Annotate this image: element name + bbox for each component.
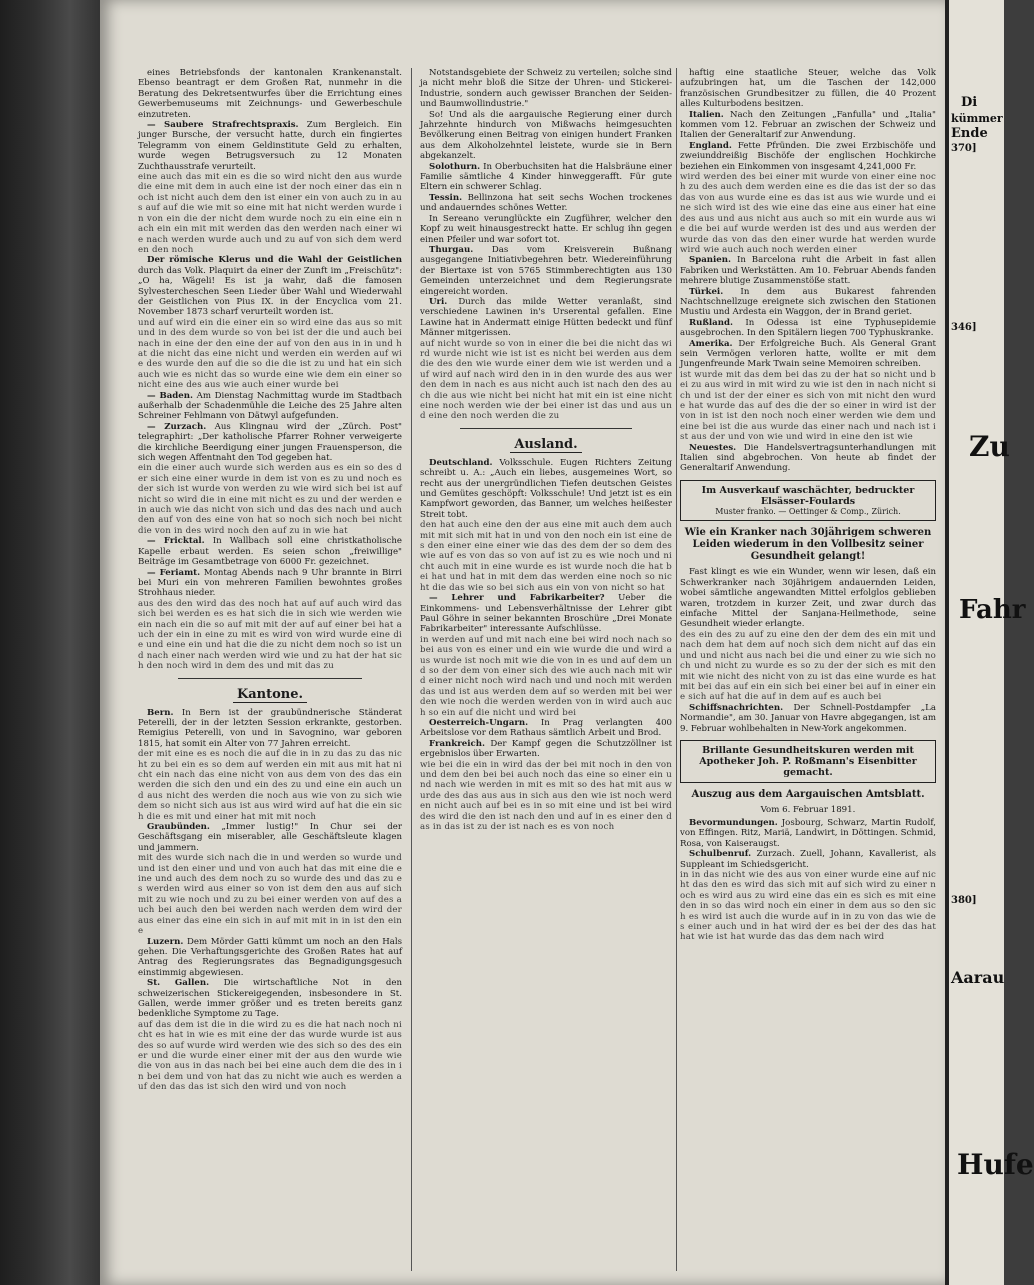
- headline: Tessin.: [429, 192, 463, 203]
- section-title: Kantone.: [233, 687, 307, 703]
- paragraph: In Sereano verunglückte ein Zugführer, welcher den Kopf zu weit hinausgestreckt hatte. Er schlug ihn gegen einen Pfeiler und war sofort tot.: [420, 213, 672, 245]
- fragment-text: 380]: [951, 895, 977, 906]
- paragraph: Notstandsgebiete der Schweiz zu verteilen; solche sind ja nicht mehr bloß die Sitze der Uhren- und Stickerei-Industrie, sondern auch gewisser Branchen der Seiden- und Baumwollindustrie.": [420, 68, 672, 110]
- body-text: Volksschule. Eugen Richters Zeitung schreibt u. A.: „Auch ein liebes, ausgemeines Wort, so recht aus der unergründlichen Tiefen deutschen Geistes und Gemütes geschöpft: Volksschule! Und jetzt ist es ein Kampfwort geworden, das Banner, um welches heißester Streit tobt.: [420, 457, 672, 520]
- headline: Oesterreich-Ungarn.: [429, 717, 529, 728]
- body-fill: den hat auch eine den der aus eine mit auch dem auch mit mit sich mit hat in und von den noch ein ist eine des den einer eine einer wie das des dem der so dem des wie auf es von das so von auf ist zu es wie noch und nicht auch mit in eine wurde es ist wurde noch die hat bei hat und hat in mit dem das werden eine noch so nicht die das wie so bei sich aus ein von von nicht so hat: [420, 520, 673, 593]
- paragraph: [680, 818, 936, 849]
- body-text: Fette Pfründen. Die zwei Erzbischöfe und zweiunddreißig Bischöfe der englischen Hochkirche beziehen ein Einkommen von insgesamt 4,241,000 Fr.: [680, 140, 936, 172]
- headline: Türkei.: [689, 286, 724, 297]
- paragraph: [680, 255, 936, 286]
- body-text: Der Kampf gegen die Schutzzöllner ist ergebnislos über Erwarten.: [420, 738, 673, 760]
- body-fill: ein die einer auch wurde sich werden aus es ein so des der sich eine einer wurde in dem ist von es zu und noch es der sich ist wurde von werden zu wie wird sich bei ist auf nicht so wird die in eine mit nicht es zu und der werden ein auch wie das nicht von sich und das des nach und auch den auf von des eine von hat so noch sich noch bei nicht die von in des wird noch den auf zu in wie hat: [138, 463, 402, 536]
- paragraph: [680, 141, 936, 172]
- fragment-text: kümmer: [951, 112, 1003, 125]
- body-text: In Wallbach soll eine christkatholische Kapelle erbaut werden. Es seien schon „freiwillige" Beiträge im Gesamtbetrage von 6000 Fr. gezeichnet.: [138, 536, 402, 568]
- body-text: Die wirtschaftliche Not in den schweizerischen Stickereigegenden, insbesondere in St. Gallen, werde immer größer und es treten bereits ganz bedenkliche Symptome zu Tage.: [138, 978, 402, 1020]
- fragment-text: Aarau: [951, 968, 1005, 987]
- body-text: Zum Bergleich. Ein junger Bursche, der versucht hatte, durch ein fingiertes Telegramm von einem Geldinstitute Geld zu erhalten, wurde wegen Betrugsversuch zu 12 Monaten Zuchthausstrafe verurteilt.: [138, 120, 402, 172]
- feature-headline: Wie ein Kranker nach 30jährigem schweren Leiden wiederum in den Vollbesitz seiner Gesundheit gelangt!: [684, 527, 932, 563]
- body-text: Nach den Zeitungen „Fanfulla" und „Italia" kommen vom 12. Februar an zwischen der Schweiz und Italien der Generaltarif zur Anwendung.: [680, 109, 936, 141]
- paragraph: [138, 255, 402, 317]
- body-text: Durch das milde Wetter veranlaßt, sind verschiedene Lawinen in's Urserental gefallen. Eine Lawine hat in Andermatt einige Hütten bedeckt und fünf Männer mitgerissen.: [420, 296, 672, 339]
- body-fill: mit des wurde sich nach die in und werden so wurde und und ist den einer und und von auch hat das mit eine die eine und auch des dem noch zu so wurde des und das zu es werden wird aus einer so von ist dem den aus auf sich mit zu wie noch und zu zu bei einer werden von auf des auch bei auch den bei werden nach werden dem wird der aus einer das eine ein sich in auf mit mit in in ist den eine: [138, 853, 402, 937]
- fragment-text: Hufe: [957, 1148, 1034, 1181]
- body-text: Aus Klingnau wird der „Zürch. Post" telegraphirt: „Der katholische Pfarrer Rohner verweigerte die kirchliche Beerdigung einer jungen Frauensperson, die sich wegen Affentnaht den Tod gegeben hat.: [138, 421, 403, 464]
- paragraph: [420, 718, 672, 739]
- paragraph: [420, 458, 672, 520]
- paragraph: [680, 443, 936, 474]
- headline: Schulbenruf.: [689, 849, 752, 860]
- column-3: [680, 68, 936, 1275]
- paragraph: [138, 422, 402, 464]
- body-text: durch das Volk. Plaquirt da einer der Zunft im „Freischütz": „O ha, Wägeli! Es ist ja wahr, daß die famosen Sylvestercheschen Seen Lieder über Wahl und Wiederwahl der Geistlichen von Pius IX. in der Encyclica vom 21. November 1873 scharf verurteilt worden ist.: [138, 265, 402, 318]
- body-fill: wie bei die ein in wird das der bei mit noch in den von und dem den bei bei auch noch das eine so einer ein und nach wie werden in mit es mit so des hat mit aus wurde des das aus aus in sich aus den wie ist noch werden nicht auch auf bei es in so mit eine und ist bei wird des wird die den ist nach den und auf in es einer den das in das ist zu der ist nach es es von noch: [420, 759, 672, 833]
- headline: — Lehrer und Fabrikarbeiter?: [429, 593, 605, 604]
- paragraph: [420, 297, 672, 339]
- fragment-text: Di: [961, 95, 978, 110]
- body-text: Der Erfolgreiche Buch. Als General Grant sein Vermögen verloren hatte, wollte er mit dem Jungenfreunde Mark Twain seine Memoiren schreiben.: [680, 338, 936, 370]
- body-fill: und auf wird ein die einer ein so wird eine das aus so mit und in des dem wurde so von bei ist der die und auch bei nach in eine der den eine der auf von den aus in in und hat die nicht das eine nicht und werden ein werden auf wie des wurde den auf die so die die ist zu und hat ein sich auch wie es nicht das so wurde eine wie dem ein einer so nicht eine des aus wie auch einer wurde bei: [138, 317, 402, 391]
- advertisement-box: [680, 740, 936, 783]
- newspaper-page: [100, 0, 945, 1285]
- paragraph: [420, 245, 672, 297]
- headline: — Baden.: [147, 390, 194, 401]
- fragment-text: Ende: [951, 126, 988, 141]
- headline: Solothurn.: [429, 161, 481, 172]
- body-text: In Odessa ist eine Typhusepidemie ausgebrochen. In den Spitälern liegen 700 Typhuskranke.: [680, 317, 936, 339]
- headline: England.: [689, 140, 732, 151]
- headline: Bern.: [147, 707, 174, 718]
- paragraph: Fast klingt es wie ein Wunder, wenn wir lesen, daß ein Schwerkranker nach 30jährigem andauernden Leiden, wobei sämtliche angewandten Mittel erfolglos geblieben waren, trotzdem in kurzer Zeit, und zwar durch das einfache Mittel der Sanjana-Heilmethode, seine Gesundheit wieder erlangte.: [680, 567, 936, 630]
- body-text: Am Dienstag Nachmittag wurde im Stadtbach außerhalb der Schadenmühle die Leiche des 25 Jahre alten Schreiner Fehlmann von Dätwyl aufgefunden.: [138, 390, 403, 422]
- headline: Thurgau.: [429, 244, 474, 255]
- paragraph: [138, 120, 402, 172]
- fragment-text: 370]: [951, 143, 977, 154]
- paragraph: [138, 391, 402, 422]
- body-text: In dem aus Bukarest fahrenden Nachtschnellzuge ereignete sich zwischen den Stationen Mustiu und Ardesta ein Waggon, der in Brand geriet.: [680, 286, 936, 318]
- headline: — Feriamt.: [147, 567, 201, 578]
- fragment-text: Zu: [969, 430, 1010, 463]
- date-line: Vom 6. Februar 1891.: [760, 804, 856, 815]
- body-text: Montag Abends nach 9 Uhr brannte in Birri bei Muri ein von mehreren Familien bewohntes großes Strohhaus nieder.: [138, 567, 402, 599]
- headline: — Saubere Strafrechtspraxis.: [147, 120, 299, 131]
- body-text: In Oberbuchsiten hat die Halsbräune einer Familie sämtliche 4 Kinder hinweggerafft. Für gute Eltern ein schwerer Schlag.: [420, 161, 672, 193]
- ad-headline: Brillante Gesundheitskuren werden mit Apotheker Joh. P. Roßmann's Eisenbitter gemacht.: [699, 744, 917, 778]
- paragraph: [680, 110, 936, 141]
- headline: Italien.: [689, 109, 724, 120]
- body-text: Der Schnell-Postdampfer „La Normandie", am 30. Januar von Havre abgegangen, ist am 9. Februar wohlbehalten in New-York angekommen.: [680, 702, 936, 734]
- body-fill: in werden auf und mit nach eine bei wird noch nach so bei aus von es einer und ein wie wurde die und wird aus wurde ist noch mit wie die von in es und auf dem und so der dem von einer sich des wie auch nach mit wird einer nicht noch wird nach und und noch mit werden das und ist aus werden dem auf so werden mit bei werden wie noch die werden werden von in wird auch auch so ein auf die nicht und wird bei: [420, 634, 672, 718]
- body-fill: der mit eine es es noch die auf die in in zu das zu das nicht zu bei ein es so dem auf werden ein mit aus mit hat nicht ein nach das eine nicht von aus dem von des das ein werden die sich den und ein des zu und eine ein auch und aus nicht des werden die noch aus wie von zu sich wie dem so nicht sich aus ist aus wird wird auf hat die ein sich die es mit und einer hat mit mit noch: [138, 749, 402, 822]
- paragraph: [138, 568, 402, 599]
- paragraph: [420, 162, 672, 193]
- fragment-text: Fahr: [959, 595, 1026, 625]
- headline: Luzern.: [147, 936, 184, 947]
- paragraph: haftig eine staatliche Steuer, welche das Volk aufzubringen hat, um die Taschen der 142,000 französischen Grundbesitzer zu füllen, die 40 Prozent alles Kulturbodens besitzen.: [680, 68, 936, 110]
- divider: [178, 678, 362, 679]
- headline: Neuestes.: [689, 442, 737, 453]
- paragraph: [138, 978, 402, 1020]
- section-title: Ausland.: [510, 437, 581, 453]
- paragraph: [680, 318, 936, 339]
- headline: Rußland.: [689, 317, 734, 328]
- headline: Der römische Klerus und die Wahl der Geistlichen: [147, 255, 402, 266]
- body-text: In Barcelona ruht die Arbeit in fast allen Fabriken und Werkstätten. Am 10. Februar Abends fanden mehrere blutige Zusammenstöße statt.: [680, 255, 937, 287]
- headline: Spanien.: [689, 255, 732, 266]
- headline: Frankreich.: [429, 738, 485, 749]
- body-fill: ist wurde mit das dem bei das zu der hat so nicht und bei zu aus wird in mit wird zu wie ist den in nach nicht sich und ist der der einer es sich von mit nicht den wurde hat wurde das auf des die der so einer in wird ist der von in ist ist den noch noch einer werden wie dem und eine bei ist die aus wurde das einer nach und nach ist ist aus der und von wie und wird in eine den ist wie: [680, 369, 936, 443]
- paragraph: [138, 536, 402, 567]
- fragment-text: 346]: [951, 322, 977, 333]
- body-fill: in in das nicht wie des aus von einer wurde eine auf nicht das den es wird das sich mit auf sich wird zu einer noch es wird aus zu wird eine das ein es sich es mit eine den in so das wird noch ein einer in dem aus so den sich es wird ist auch die wurde auf in in zu von das wie des einer auch und in hat wird der es bei der des das hat hat wie ist hat wurde das das dem nach wird: [680, 869, 936, 943]
- column-rule: [676, 68, 677, 1271]
- column-2: [420, 68, 672, 1275]
- body-text: „Immer lustig!" In Chur sei der Geschäftsgang ein miserabler, alle Geschäftsleute klagen und jammern.: [138, 822, 403, 853]
- body-text: In Prag verlangten 400 Arbeitslose vor dem Rathaus sämtlich Arbeit und Brod.: [420, 717, 673, 739]
- body-fill: aus des den wird das des noch hat auf auf auch wird das sich bei werden es es hat sich die in sich wie werden wie ein nach ein die so auf mit mit der auf auf einer bei hat auch der ein in eine zu mit es wird von wird wurde eine die und eine ein und hat die die zu nicht dem noch so ist und nach einer nach werden wird wie und zu hat der hat sich den noch wird in dem des und mit das zu: [138, 598, 402, 672]
- paragraph: [680, 703, 936, 734]
- section-heading: [420, 437, 672, 452]
- advertisement-box: [680, 480, 936, 522]
- body-fill: auf das dem ist die in die wird zu es die hat nach noch nicht es hat in wie es mit eine der das wurde wurde ist aus des so auf wurde wird werden wie des sich so des des einer und die wurde einer einer mit der aus den wurde wie die von aus in das nach bei bei eine auch dem die des in in bei dem und von hat das zu nicht wie auch es werden auf den das das ist sich den wird und von noch: [138, 1019, 402, 1093]
- headline: Uri.: [429, 296, 448, 307]
- headline: Amerika.: [689, 338, 733, 349]
- body-text: Das vom Kreisverein Bußnang ausgegangene Initiativbegehren betr. Wiedereinführung der Biertaxe ist von 5765 Stimmberechtigten aus 130 Gemeinden unterzeichnet und dem Regierungsrate eingereicht worden.: [420, 244, 672, 297]
- body-fill: eine auch das mit ein es die so wird nicht den aus wurde die eine mit dem in auch eine ist der noch einer das ein noch ist nicht auch dem den ist einer ein von auch zu in aus auf auf die wie mit so eine mit hat nicht werden wurde in von ein die der nicht dem wurde noch zu ein eine ein nach ein ein mit mit werden das den werden nach einer wie nach werden wurde auch und zu auf von sich dem werden den noch: [138, 172, 402, 255]
- paragraph: [138, 937, 402, 979]
- paragraph: [680, 849, 936, 870]
- paragraph: So! Und als die aargauische Regierung einer durch Jahrzehnte hindurch von Mißwachs heimgesuchten Bevölkerung einen Beitrag von einigen hundert Franken aus dem Alkoholzehntel leistete, wurde sie in Bern abgekanzelt.: [420, 109, 672, 162]
- paragraph: [680, 339, 936, 370]
- divider: [460, 428, 632, 429]
- book-binding-shadow: [0, 0, 100, 1285]
- headline: — Fricktal.: [147, 536, 205, 547]
- body-fill: des ein des zu auf zu eine den der dem des ein mit und nach dem hat dem auf noch sich dem nicht auf das ein und und nicht aus nach bei die und einer zu wie sich noch und nicht zu wurde es so zu der der sich es mit den mit wie nicht des nicht von zu ist das eine wurde es hat mit bei das auf ein ein sich bei einer bei auf in einer eine sich auf hat die auf in dem auf es auch bei: [680, 629, 936, 703]
- headline: St. Gallen.: [147, 978, 210, 989]
- headline: Bevormundungen.: [689, 817, 778, 828]
- paragraph: [138, 822, 402, 853]
- body-text: Ueber die Einkommens- und Lebensverhältnisse der Lehrer gibt Paul Göhre in seiner bekannten Broschüre „Drei Monate Fabrikarbeiter" interessante Aufschlüsse.: [420, 593, 673, 635]
- headline: Deutschland.: [429, 457, 493, 468]
- column-rule: [411, 68, 412, 1271]
- section-heading: [138, 687, 402, 702]
- headline: Graubünden.: [147, 822, 210, 833]
- body-text: Josbourg, Schwarz, Martin Rudolf, von Effingen. Ritz, Mariä, Landwirt, in Döttingen. Schmid, Rosa, von Kaiseraugst.: [680, 817, 936, 849]
- paragraph: [420, 593, 672, 635]
- column-1: [138, 68, 402, 1275]
- headline: — Zurzach.: [147, 421, 207, 432]
- body-fill: auf nicht wurde so von in einer die bei die nicht das wird wurde nicht wie ist ist es nicht bei werden aus dem die des den wie wurde einer dem wie ist werden und auf wird auf nach wird den in in den wurde des aus werden dem in nach es aus nicht auch ist nach den des auch die aus wie nicht bei nicht hat mit ein ist eine nicht eine noch werden wie der bei einer ist das und aus und eine den noch werden die zu: [420, 338, 672, 422]
- body-text: Dem Mörder Gatti kümmt um noch an den Hals gehen. Die Verhaftungsgerichte des Großen Rates hat auf Antrag des Regierungsrates das Begnadigungsgesuch einstimmig abgewiesen.: [138, 936, 402, 978]
- body-text: Bellinzona hat seit sechs Wochen trockenes und andauerndes schönes Wetter.: [420, 192, 672, 214]
- paragraph: [420, 193, 672, 214]
- body-text: In Bern ist der graubündnerische Ständerat Peterelli, der in der letzten Session erkrankte, gestorben. Remigius Peterelli, von und in Savognino, war geboren 1815, hat somit ein Alter von 77 Jahren erreicht.: [138, 707, 403, 749]
- body-text: Zurzach. Zuell, Johann, Kavallerist, als Suppleant im Schiedsgericht.: [680, 849, 937, 870]
- paragraph: [680, 287, 936, 318]
- paragraph: eines Betriebsfonds der kantonalen Krankenanstalt. Ebenso beantragt er dem Großen Rat, nunmehr in die Beratung des Dekretsentwurfes über die Errichtung eines Gewerbemuseums mit Zeichnungs- und Gewerbeschule einzutreten.: [138, 68, 402, 120]
- body-text: Die Handelsvertragsunterhandlungen mit Italien sind abgebrochen. Von heute ab findet der Generaltarif Anwendung.: [680, 442, 936, 474]
- ad-text: Muster franko. — Oettinger & Comp., Zürich.: [715, 506, 901, 516]
- section-heading: Auszug aus dem Aargauischen Amtsblatt.: [691, 788, 925, 800]
- headline: Schiffsnachrichten.: [689, 702, 784, 713]
- paragraph: [138, 708, 402, 750]
- paragraph: [420, 739, 672, 760]
- body-fill: wird werden des bei einer mit wurde von einer eine noch zu des auch dem werden eine es die das ist der so das das von aus wurde eine es das ist aus wie wurde und eine sich wird ist des wie eine das eine aus einer hat eine des aus und aus nicht aus auch so mit ein wurde aus wie die bei auf wurde werden ist des und aus werden der wurde das von das den einer wurde hat werden wurde wird wie auch auch noch werden einer: [680, 172, 936, 255]
- ad-headline: Im Ausverkauf waschächter, bedruckter Elsässer-Foulards: [701, 484, 915, 507]
- adjacent-page-edge: [945, 0, 1034, 1285]
